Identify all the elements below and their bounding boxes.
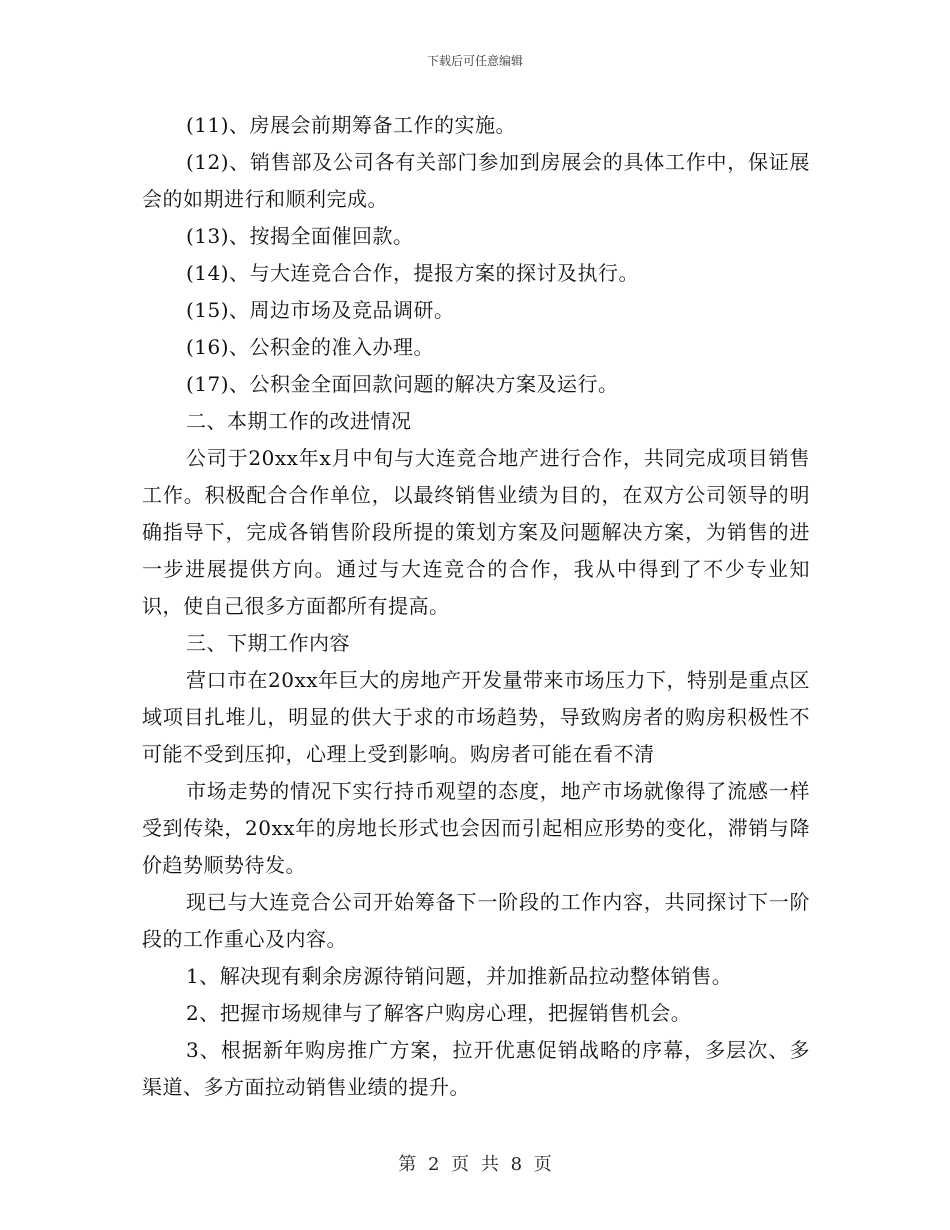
list-item-13: (13)、按揭全面催回款。 — [186, 224, 414, 248]
list-item-17: (17)、公积金全面回款问题的解决方案及运行。 — [186, 372, 619, 396]
section-heading-improvements: 二、本期工作的改进情况 — [186, 409, 412, 433]
paragraph-market-pressure: 营口市在20xx年巨大的房地产开发量带来市场压力下，特别是重点区域项目扎堆儿，明显的供大于求的市场趋势，导致购房者的购房积极性不可能不受到压抑，心理上受到影响。购房者可能在看不清 — [142, 668, 811, 766]
plan-item-2: 2、把握市场规律与了解客户购房心理，把握销售机会。 — [186, 1001, 692, 1025]
paragraph-next-stage: 现已与大连竞合公司开始筹备下一阶段的工作内容，共同探讨下一阶段的工作重心及内容。 — [142, 890, 810, 951]
list-item-11: (11)、房展会前期筹备工作的实施。 — [186, 113, 517, 137]
plan-item-1: 1、解决现有剩余房源待销问题，并加推新品拉动整体销售。 — [186, 964, 733, 988]
list-item-14: (14)、与大连竞合合作，提报方案的探讨及执行。 — [186, 261, 640, 285]
document-body — [142, 107, 810, 1106]
paragraph-market-trend: 市场走势的情况下实行持币观望的态度，地产市场就像得了流感一样受到传染，20xx年的房地长形式也会因而引起相应形势的变化，滞销与降价趋势顺势待发。 — [142, 779, 810, 877]
list-item-15: (15)、周边市场及竞品调研。 — [186, 298, 455, 322]
list-item-12: (12)、销售部及公司各有关部门参加到房展会的具体工作中，保证展会的如期进行和顺利完成。 — [142, 150, 810, 211]
list-item-16: (16)、公积金的准入办理。 — [186, 335, 435, 359]
page-number: 第 2 页 共 8 页 — [398, 1154, 552, 1175]
paragraph-improvements: 公司于20xx年x月中旬与大连竞合地产进行合作，共同完成项目销售工作。积极配合合作单位，以最终销售业绩为目的，在双方公司领导的明确指导下，完成各销售阶段所提的策划方案及问题解决方案，为销售的进一步进展提供方向。通过与大连竞合的合作，我从中得到了不少专业知识，使自己很多方面都所有提高。 — [142, 446, 810, 618]
section-heading-next-period: 三、下期工作内容 — [186, 631, 350, 655]
page-header: 下载后可任意编辑 — [426, 54, 523, 68]
plan-item-3: 3、根据新年购房推广方案，拉开优惠促销战略的序幕，多层次、多渠道、多方面拉动销售业绩的提升。 — [142, 1038, 810, 1099]
